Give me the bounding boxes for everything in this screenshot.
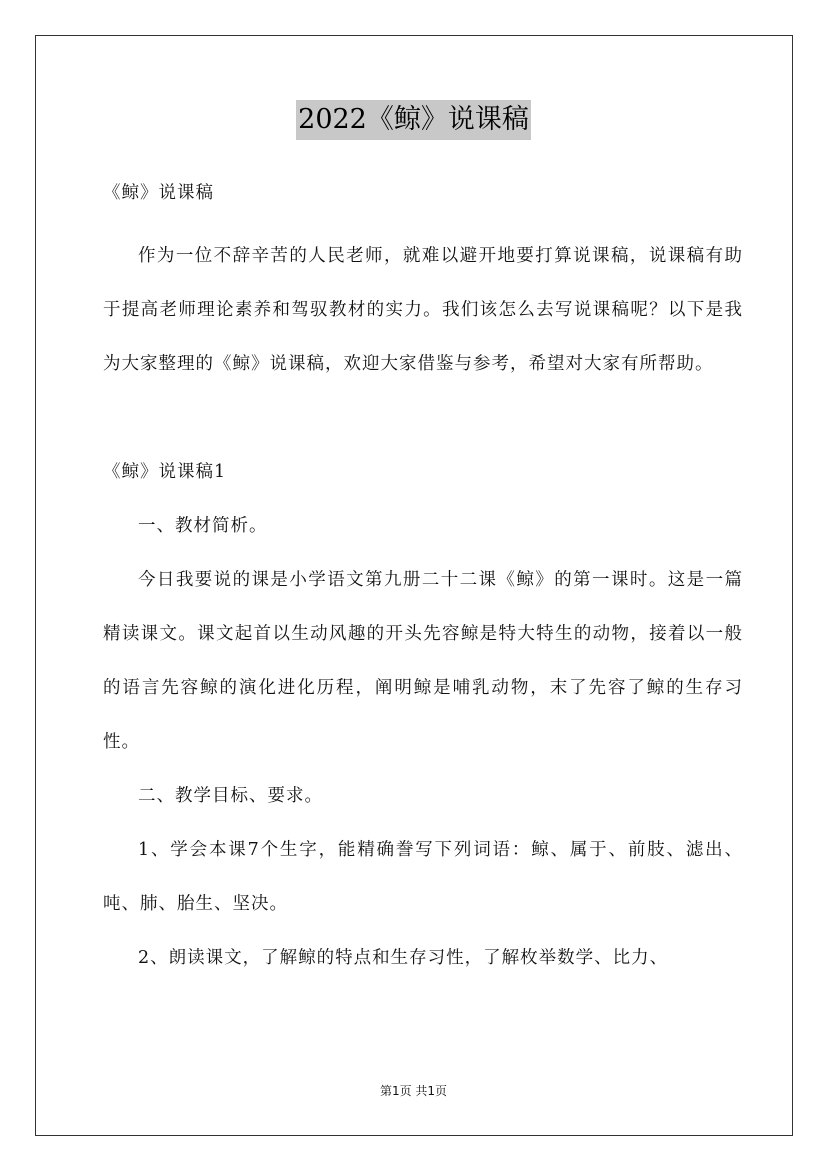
document-subtitle: 《鲸》说课稿 [103,183,214,203]
document-title: 2022《鲸》说课稿 [296,100,531,140]
body-paragraph: 2、朗读课文，了解鲸的特点和生存习性，了解枚举数学、比力、 [138,948,669,968]
body-paragraph: 1、学会本课7个生字，能精确誊写下列词语：鲸、属于、前肢、滤出、吨、肺、胎生、坚决。 [103,840,743,914]
section-heading: 一、教材简析。 [138,516,268,536]
document-body [103,175,743,985]
section-title: 《鲸》说课稿1 [103,462,227,482]
spacer [103,211,743,229]
body-paragraph: 今日我要说的课是小学语文第九册二十二课《鲸》的第一课时。这是一篇精读课文。课文起首以生动风趣的开头先容鲸是特大特生的动物，接着以一般的语言先容鲸的演化进化历程，阐明鲸是哺乳动物，末了先容了鲸的生存习性。 [103,570,743,752]
page-footer: 第1页 共1页 [379,1084,448,1098]
spacer [103,391,743,445]
document-title-wrapper [0,100,827,140]
section-heading: 二、教学目标、要求。 [138,786,323,806]
intro-paragraph: 作为一位不辞辛苦的人民老师，就难以避开地要打算说课稿，说课稿有助于提高老师理论素养和驾驭教材的实力。我们该怎么去写说课稿呢？以下是我为大家整理的《鲸》说课稿，欢迎大家借鉴与参考，希望对大家有所帮助。 [103,246,743,374]
